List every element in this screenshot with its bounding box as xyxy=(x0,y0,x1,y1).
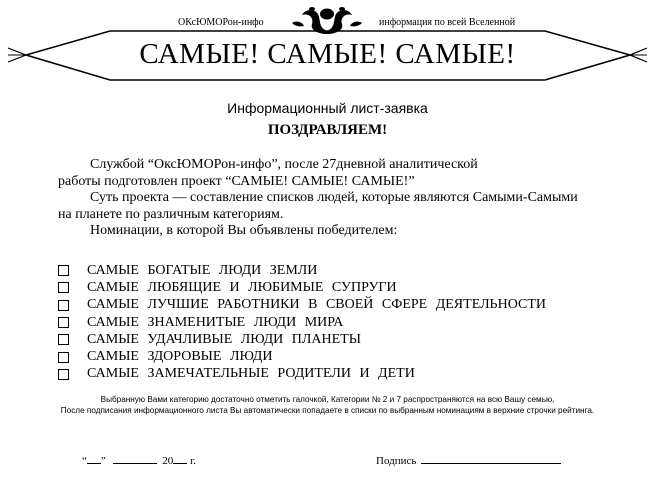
nomination-checkbox[interactable] xyxy=(58,369,69,380)
nomination-checkbox[interactable] xyxy=(58,317,69,328)
nomination-checkbox[interactable] xyxy=(58,334,69,345)
project-paragraph xyxy=(58,190,578,223)
quote-open: “ xyxy=(82,455,87,467)
nomination-label: САМЫЕ ЗДОРОВЫЕ ЛЮДИ xyxy=(87,349,273,365)
brand-name: ОКсЮМОРон-инфо xyxy=(178,17,264,28)
nomination-label: САМЫЕ УДАЧЛИВЫЕ ЛЮДИ ПЛАНЕТЫ xyxy=(87,331,361,347)
congrats-heading: ПОЗДРАВЛЯЕМ! xyxy=(267,122,388,138)
nomination-label: САМЫЕ ЗНАМЕНИТЫЕ ЛЮДИ МИРА xyxy=(87,314,344,330)
nomination-checkbox[interactable] xyxy=(58,300,69,311)
project-line-1: Суть проекта — составление списков людей, которые являются Самыми-Самыми xyxy=(90,190,578,205)
intro-paragraph xyxy=(58,157,478,190)
nomination-item xyxy=(58,314,546,331)
year-blank[interactable] xyxy=(173,452,187,464)
nomination-checkbox[interactable] xyxy=(58,265,69,276)
nomination-label: САМЫЕ БОГАТЫЕ ЛЮДИ ЗЕМЛИ xyxy=(87,262,318,278)
year-suffix: г. xyxy=(190,455,197,467)
document-subtitle: Информационный лист-заявка xyxy=(227,100,428,116)
date-field xyxy=(82,452,196,467)
signature-label: Подпись xyxy=(376,455,417,467)
nomination-label: САМЫЕ ЛУЧШИЕ РАБОТНИКИ В СВОЕЙ СФЕРЕ ДЕЯТЕЛЬНОСТИ xyxy=(87,297,546,313)
quote-close: ” xyxy=(100,455,106,467)
instruction-note-1: Выбранную Вами категорию достаточно отметить галочкой, Категории № 2 и 7 распространяются на всю Вашу семью, xyxy=(100,395,555,404)
nomination-checkbox[interactable] xyxy=(58,282,69,293)
signature-blank[interactable] xyxy=(421,452,561,464)
nomination-item xyxy=(58,366,546,383)
intro-line-2: работы подготовлен проект “САМЫЕ! САМЫЕ! САМЫЕ!” xyxy=(58,173,415,189)
signature-field xyxy=(376,452,561,467)
day-blank[interactable] xyxy=(87,452,101,464)
year-prefix: 20 xyxy=(162,455,174,467)
brand-tagline: информация по всей Вселенной xyxy=(379,17,516,28)
nominations-list xyxy=(58,262,546,383)
instruction-note-2: После подписания информационного листа Вы автоматически попадаете в списки по выбранным номинациям в верхние строчки рейтинга. xyxy=(60,406,595,415)
nomination-item xyxy=(58,279,546,296)
nomination-label: САМЫЕ ЗАМЕЧАТЕЛЬНЫЕ РОДИТЕЛИ И ДЕТИ xyxy=(87,366,415,382)
banner-title: САМЫЕ! САМЫЕ! САМЫЕ! xyxy=(139,38,516,70)
nomination-item xyxy=(58,331,546,348)
nomination-checkbox[interactable] xyxy=(58,352,69,363)
nomination-item xyxy=(58,297,546,314)
nomination-item xyxy=(58,262,546,279)
nomination-item xyxy=(58,348,546,365)
project-line-2: на планете по различным категориям. xyxy=(58,206,284,222)
nominations-intro: Номинации, в которой Вы объявлены победителем: xyxy=(90,223,398,238)
intro-line-1: Службой “ОксЮМОРон-инфо”, после 27дневной аналитической xyxy=(90,157,478,172)
month-blank[interactable] xyxy=(113,452,157,464)
ornament-icon xyxy=(292,7,362,34)
nomination-label: САМЫЕ ЛЮБЯЩИЕ И ЛЮБИМЫЕ СУПРУГИ xyxy=(87,279,397,295)
